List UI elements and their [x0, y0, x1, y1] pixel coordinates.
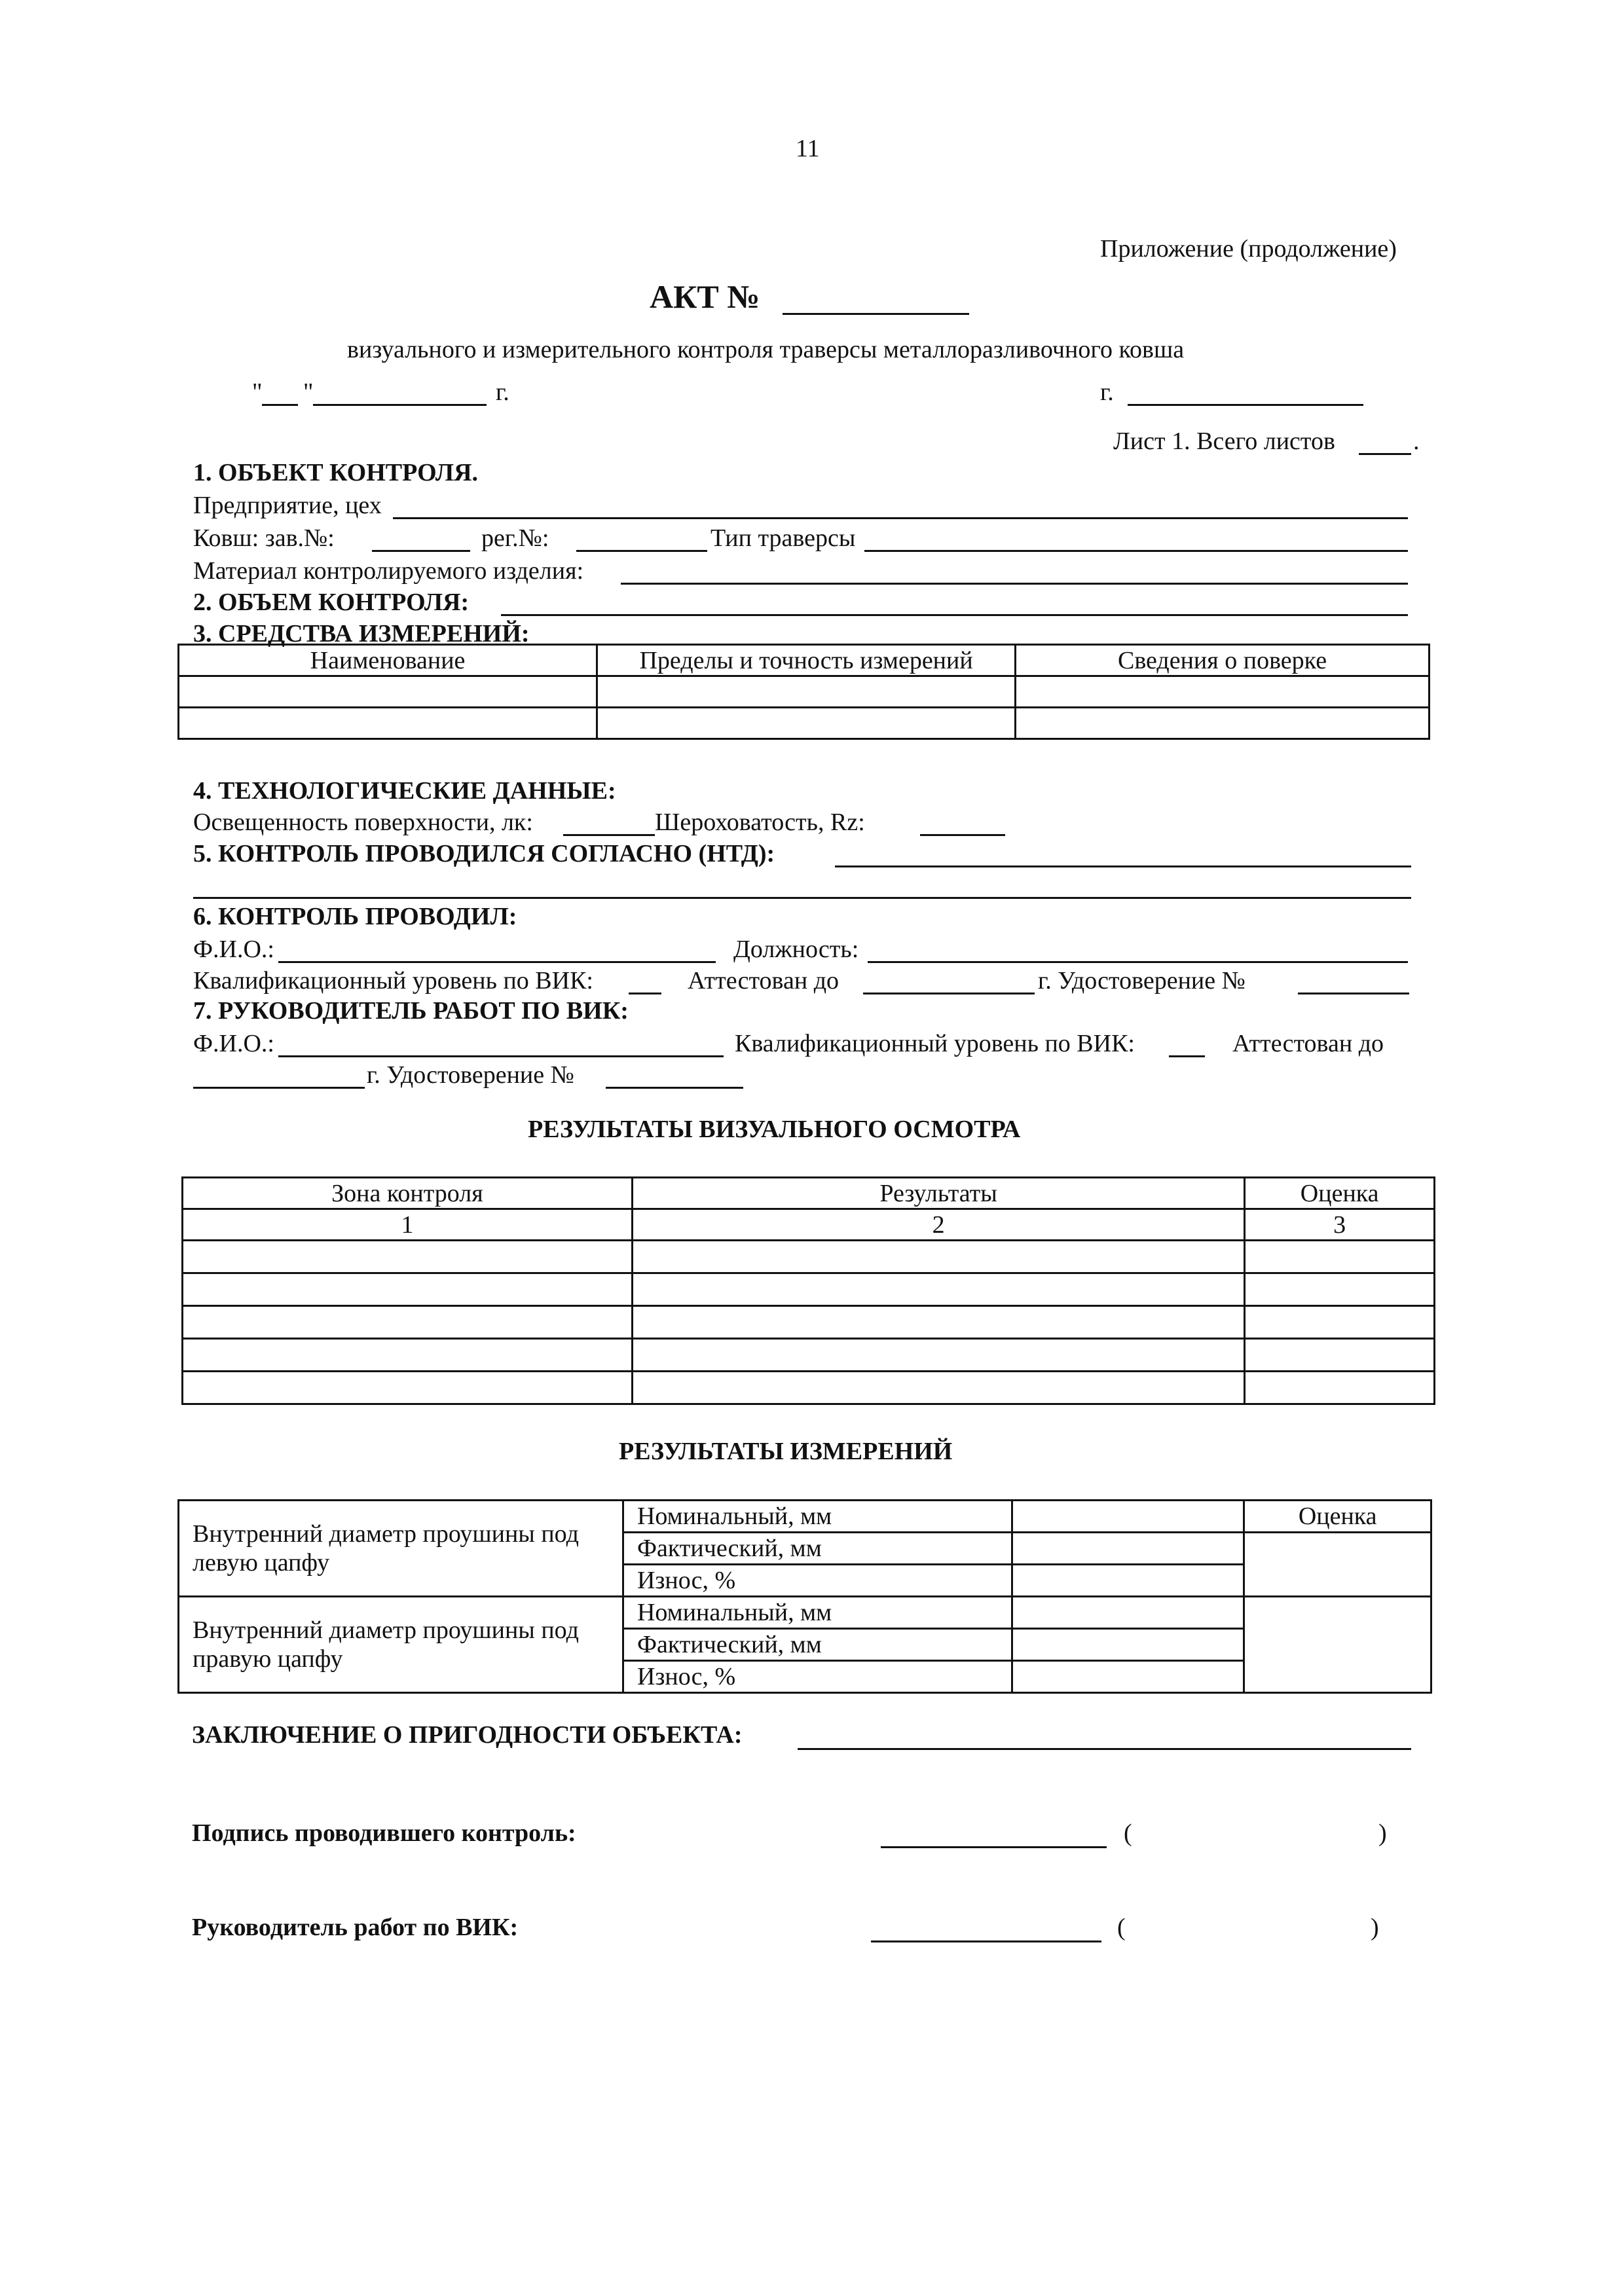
- table-cell[interactable]: [1245, 1273, 1435, 1306]
- column-number: 2: [632, 1209, 1244, 1241]
- table-cell[interactable]: [1016, 676, 1430, 708]
- manager-signature-field[interactable]: [871, 1941, 1101, 1942]
- table-header-row: [179, 645, 1430, 676]
- inspector-signature-close: ): [1378, 1819, 1387, 1847]
- table-cell[interactable]: [632, 1306, 1244, 1339]
- illumination-label: Освещенность поверхности, лк:: [193, 809, 533, 836]
- table-cell[interactable]: [1012, 1501, 1244, 1533]
- instruments-table: [177, 644, 1430, 740]
- page-number: 11: [796, 135, 820, 162]
- table-row: [179, 1501, 1431, 1533]
- inspector-signature-label: Подпись проводившего контроль:: [192, 1819, 576, 1847]
- header-score: Оценка: [1245, 1178, 1435, 1209]
- wear-label: Износ, %: [623, 1661, 1012, 1693]
- visual-results-table: [181, 1176, 1435, 1405]
- table-cell[interactable]: [632, 1273, 1244, 1306]
- inspector-cert-label: г. Удостоверение №: [1038, 967, 1246, 994]
- table-cell[interactable]: [183, 1339, 633, 1372]
- table-cell[interactable]: [632, 1339, 1244, 1372]
- inspector-qual-field[interactable]: [629, 993, 661, 994]
- table-row: [179, 708, 1430, 739]
- section-4-title: 4. ТЕХНОЛОГИЧЕСКИЕ ДАННЫЕ:: [193, 777, 616, 805]
- left-trunnion-label: Внутренний диаметр проушины под левую цапфу: [179, 1501, 623, 1597]
- sheet-end: .: [1413, 428, 1420, 455]
- header-verification: Сведения о поверке: [1016, 645, 1430, 676]
- table-cell[interactable]: [1245, 1339, 1435, 1372]
- column-number: 3: [1245, 1209, 1435, 1241]
- ntd-field-continued[interactable]: [193, 897, 1411, 899]
- table-cell[interactable]: [183, 1372, 633, 1404]
- act-number-field[interactable]: [783, 313, 969, 315]
- table-cell[interactable]: [1012, 1629, 1244, 1661]
- section-2-title: 2. ОБЪЕМ КОНТРОЛЯ:: [193, 589, 470, 616]
- traverse-type-label: Тип траверсы: [710, 524, 856, 552]
- table-row: [183, 1273, 1435, 1306]
- table-cell[interactable]: [1245, 1372, 1435, 1404]
- roughness-field[interactable]: [920, 834, 1005, 836]
- header-zone: Зона контроля: [183, 1178, 633, 1209]
- inspector-fio-field[interactable]: [278, 961, 716, 963]
- material-field[interactable]: [621, 583, 1408, 585]
- header-limits: Пределы и точность измерений: [597, 645, 1016, 676]
- table-cell[interactable]: [1012, 1565, 1244, 1597]
- table-cell[interactable]: [1012, 1597, 1244, 1629]
- table-cell[interactable]: [1016, 708, 1430, 739]
- manager-fio-label: Ф.И.О.:: [193, 1030, 274, 1057]
- sheet-total-field[interactable]: [1359, 453, 1411, 455]
- reg-label: рег.№:: [481, 524, 549, 552]
- inspector-signature-open: (: [1124, 1819, 1132, 1847]
- date-year-suffix: г.: [496, 378, 509, 406]
- table-row: [183, 1372, 1435, 1404]
- wear-label: Износ, %: [623, 1565, 1012, 1597]
- conclusion-label: ЗАКЛЮЧЕНИЕ О ПРИГОДНОСТИ ОБЪЕКТА:: [192, 1721, 743, 1749]
- inspector-cert-field[interactable]: [1298, 993, 1409, 994]
- traverse-type-field[interactable]: [864, 550, 1408, 552]
- conclusion-field[interactable]: [798, 1748, 1411, 1750]
- sheet-info: Лист 1. Всего листов: [1113, 428, 1335, 455]
- actual-label: Фактический, мм: [623, 1629, 1012, 1661]
- ladle-label: Ковш: зав.№:: [193, 524, 335, 552]
- right-score-cell[interactable]: [1244, 1597, 1431, 1693]
- actual-label: Фактический, мм: [623, 1533, 1012, 1565]
- enterprise-label: Предприятие, цех: [193, 492, 382, 519]
- right-trunnion-label: Внутренний диаметр проушины под правую цапфу: [179, 1597, 623, 1693]
- date-day-field[interactable]: [262, 404, 298, 406]
- manager-qual-field[interactable]: [1169, 1055, 1205, 1057]
- table-cell[interactable]: [1012, 1533, 1244, 1565]
- inspector-position-field[interactable]: [868, 961, 1408, 963]
- date-month-field[interactable]: [313, 404, 487, 406]
- table-row: [183, 1241, 1435, 1273]
- nominal-label: Номинальный, мм: [623, 1501, 1012, 1533]
- manager-signature-open: (: [1117, 1914, 1126, 1941]
- enterprise-field[interactable]: [393, 517, 1408, 519]
- table-row: [183, 1339, 1435, 1372]
- inspector-signature-field[interactable]: [881, 1846, 1107, 1848]
- table-cell[interactable]: [183, 1241, 633, 1273]
- date-quote-close: ": [303, 378, 314, 406]
- table-cell[interactable]: [1245, 1241, 1435, 1273]
- table-cell[interactable]: [179, 676, 597, 708]
- roughness-label: Шероховатость, Rz:: [655, 809, 865, 836]
- header-name: Наименование: [179, 645, 597, 676]
- nominal-label: Номинальный, мм: [623, 1597, 1012, 1629]
- table-cell[interactable]: [183, 1306, 633, 1339]
- manager-signature-label: Руководитель работ по ВИК:: [192, 1914, 519, 1941]
- table-cell[interactable]: [1245, 1306, 1435, 1339]
- appendix-label: Приложение (продолжение): [1100, 235, 1397, 263]
- manager-certified-field[interactable]: [193, 1087, 365, 1089]
- table-row: [179, 1597, 1431, 1629]
- table-cell[interactable]: [597, 708, 1016, 739]
- table-cell[interactable]: [597, 676, 1016, 708]
- manager-signature-close: ): [1371, 1914, 1379, 1941]
- table-cell[interactable]: [632, 1241, 1244, 1273]
- inspector-fio-label: Ф.И.О.:: [193, 936, 274, 963]
- reg-number-field[interactable]: [576, 550, 707, 552]
- act-subtitle: визуального и измерительного контроля траверсы металлоразливочного ковша: [347, 336, 1185, 363]
- manager-fio-field[interactable]: [278, 1055, 724, 1057]
- table-cell[interactable]: [1012, 1661, 1244, 1693]
- section-5-title: 5. КОНТРОЛЬ ПРОВОДИЛСЯ СОГЛАСНО (НТД):: [193, 840, 775, 867]
- inspector-certified-field[interactable]: [863, 993, 1035, 994]
- header-results: Результаты: [632, 1178, 1244, 1209]
- manager-cert-label: г. Удостоверение №: [367, 1061, 574, 1089]
- visual-results-title: РЕЗУЛЬТАТЫ ВИЗУАЛЬНОГО ОСМОТРА: [528, 1116, 1021, 1143]
- ladle-factory-number-field[interactable]: [372, 550, 470, 552]
- table-number-row: [183, 1209, 1435, 1241]
- table-header-row: [183, 1178, 1435, 1209]
- ntd-field[interactable]: [835, 866, 1411, 867]
- inspector-position-label: Должность:: [733, 936, 859, 963]
- inspector-certified-label: Аттестован до: [688, 967, 840, 994]
- illumination-field[interactable]: [563, 834, 655, 836]
- column-number: 1: [183, 1209, 633, 1241]
- section-6-title: 6. КОНТРОЛЬ ПРОВОДИЛ:: [193, 903, 517, 930]
- city-field[interactable]: [1128, 404, 1363, 406]
- inspector-qual-label: Квалификационный уровень по ВИК:: [193, 967, 593, 994]
- measure-results-table: [177, 1499, 1432, 1694]
- section-3-title: 3. СРЕДСТВА ИЗМЕРЕНИЙ:: [193, 620, 530, 647]
- table-row: [179, 676, 1430, 708]
- score-header: Оценка: [1244, 1501, 1431, 1533]
- act-title: АКТ №: [650, 278, 760, 315]
- table-cell[interactable]: [179, 708, 597, 739]
- left-score-cell[interactable]: [1244, 1533, 1431, 1597]
- table-cell[interactable]: [632, 1372, 1244, 1404]
- section-1-title: 1. ОБЪЕКТ КОНТРОЛЯ.: [193, 459, 479, 486]
- manager-qual-label: Квалификационный уровень по ВИК:: [735, 1030, 1135, 1057]
- table-cell[interactable]: [183, 1273, 633, 1306]
- volume-field[interactable]: [501, 614, 1408, 616]
- manager-cert-field[interactable]: [606, 1087, 743, 1089]
- section-7-title: 7. РУКОВОДИТЕЛЬ РАБОТ ПО ВИК:: [193, 997, 629, 1025]
- table-row: [183, 1306, 1435, 1339]
- date-quote-open: ": [252, 378, 263, 406]
- city-prefix: г.: [1100, 378, 1114, 406]
- manager-certified-label: Аттестован до: [1232, 1030, 1384, 1057]
- material-label: Материал контролируемого изделия:: [193, 557, 584, 585]
- measure-results-title: РЕЗУЛЬТАТЫ ИЗМЕРЕНИЙ: [619, 1438, 953, 1465]
